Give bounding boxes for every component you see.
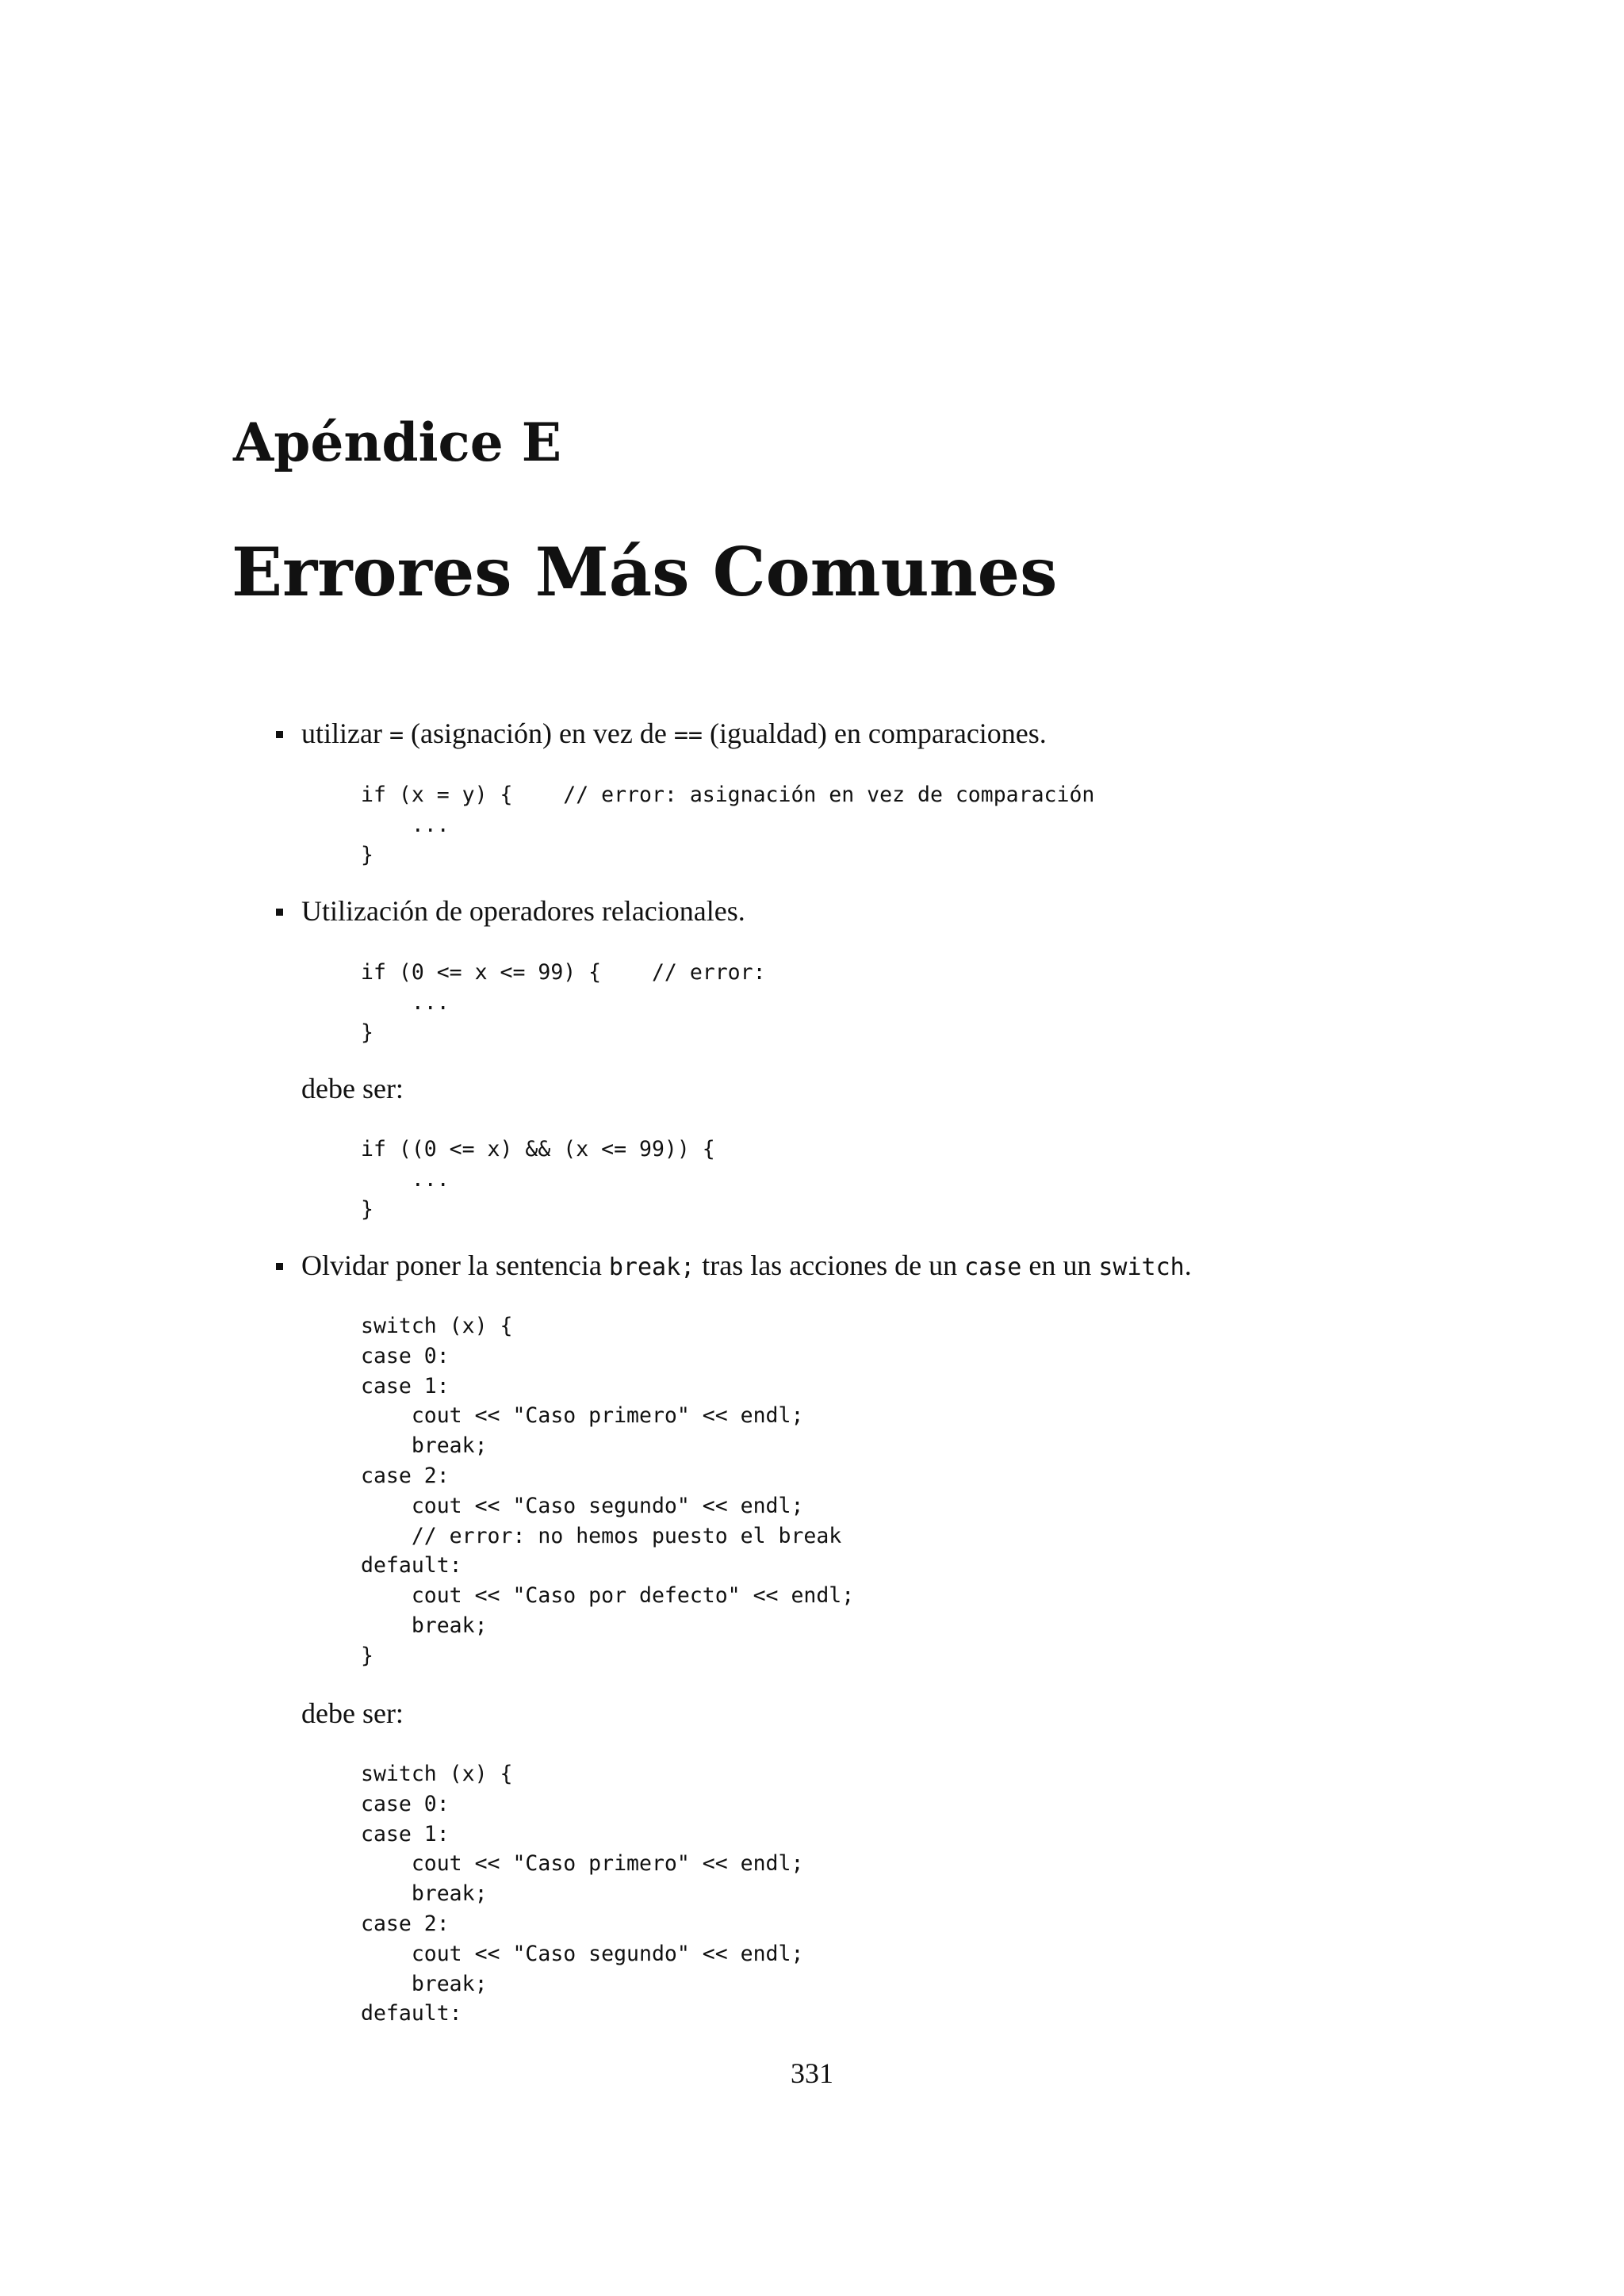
code-block: if (x = y) { // error: asignación en vez de comparación ... } bbox=[361, 783, 1095, 867]
text-fragment: (igualdad) en comparaciones. bbox=[702, 718, 1047, 749]
appendix-label: Apéndice E bbox=[233, 411, 562, 473]
bullet-marker bbox=[276, 909, 283, 916]
code-block: switch (x) { case 0: case 1: cout << "Caso primero" << endl; break; case 2: cout << "Caso segundo" << endl; break; default: bbox=[361, 1762, 804, 2026]
text-fragment: Olvidar poner la sentencia bbox=[301, 1249, 609, 1281]
list-item-text bbox=[301, 717, 1047, 752]
chapter-title: Errores Más Comunes bbox=[232, 533, 1058, 611]
code-block: if ((0 <= x) && (x <= 99)) { ... } bbox=[361, 1137, 715, 1222]
text-fragment: (asignación) en vez de bbox=[404, 718, 674, 749]
code-block: switch (x) { case 0: case 1: cout << "Caso primero" << endl; break; case 2: cout << "Caso segundo" << endl; // error: no hemos puesto el break default: cout << "Caso por defecto" << endl; break; } bbox=[361, 1314, 855, 1668]
page-number: 331 bbox=[791, 2057, 833, 2089]
text-fragment: en un bbox=[1021, 1249, 1099, 1281]
inline-code: case bbox=[964, 1253, 1022, 1281]
list-item-text: Utilización de operadores relacionales. bbox=[301, 895, 745, 927]
list-item-text bbox=[301, 1249, 1192, 1284]
text-fragment: . bbox=[1184, 1249, 1192, 1281]
inline-code: break; bbox=[608, 1253, 695, 1281]
text-fragment: utilizar bbox=[301, 718, 389, 749]
code-block: if (0 <= x <= 99) { // error: ... } bbox=[361, 960, 766, 1045]
followup-text: debe ser: bbox=[301, 1697, 404, 1729]
inline-code: = bbox=[389, 721, 404, 749]
text-fragment: tras las acciones de un bbox=[695, 1249, 965, 1281]
bullet-marker bbox=[276, 731, 283, 738]
inline-code: switch bbox=[1098, 1253, 1185, 1281]
bullet-marker bbox=[276, 1263, 283, 1270]
followup-text: debe ser: bbox=[301, 1073, 404, 1104]
inline-code: == bbox=[673, 721, 703, 749]
